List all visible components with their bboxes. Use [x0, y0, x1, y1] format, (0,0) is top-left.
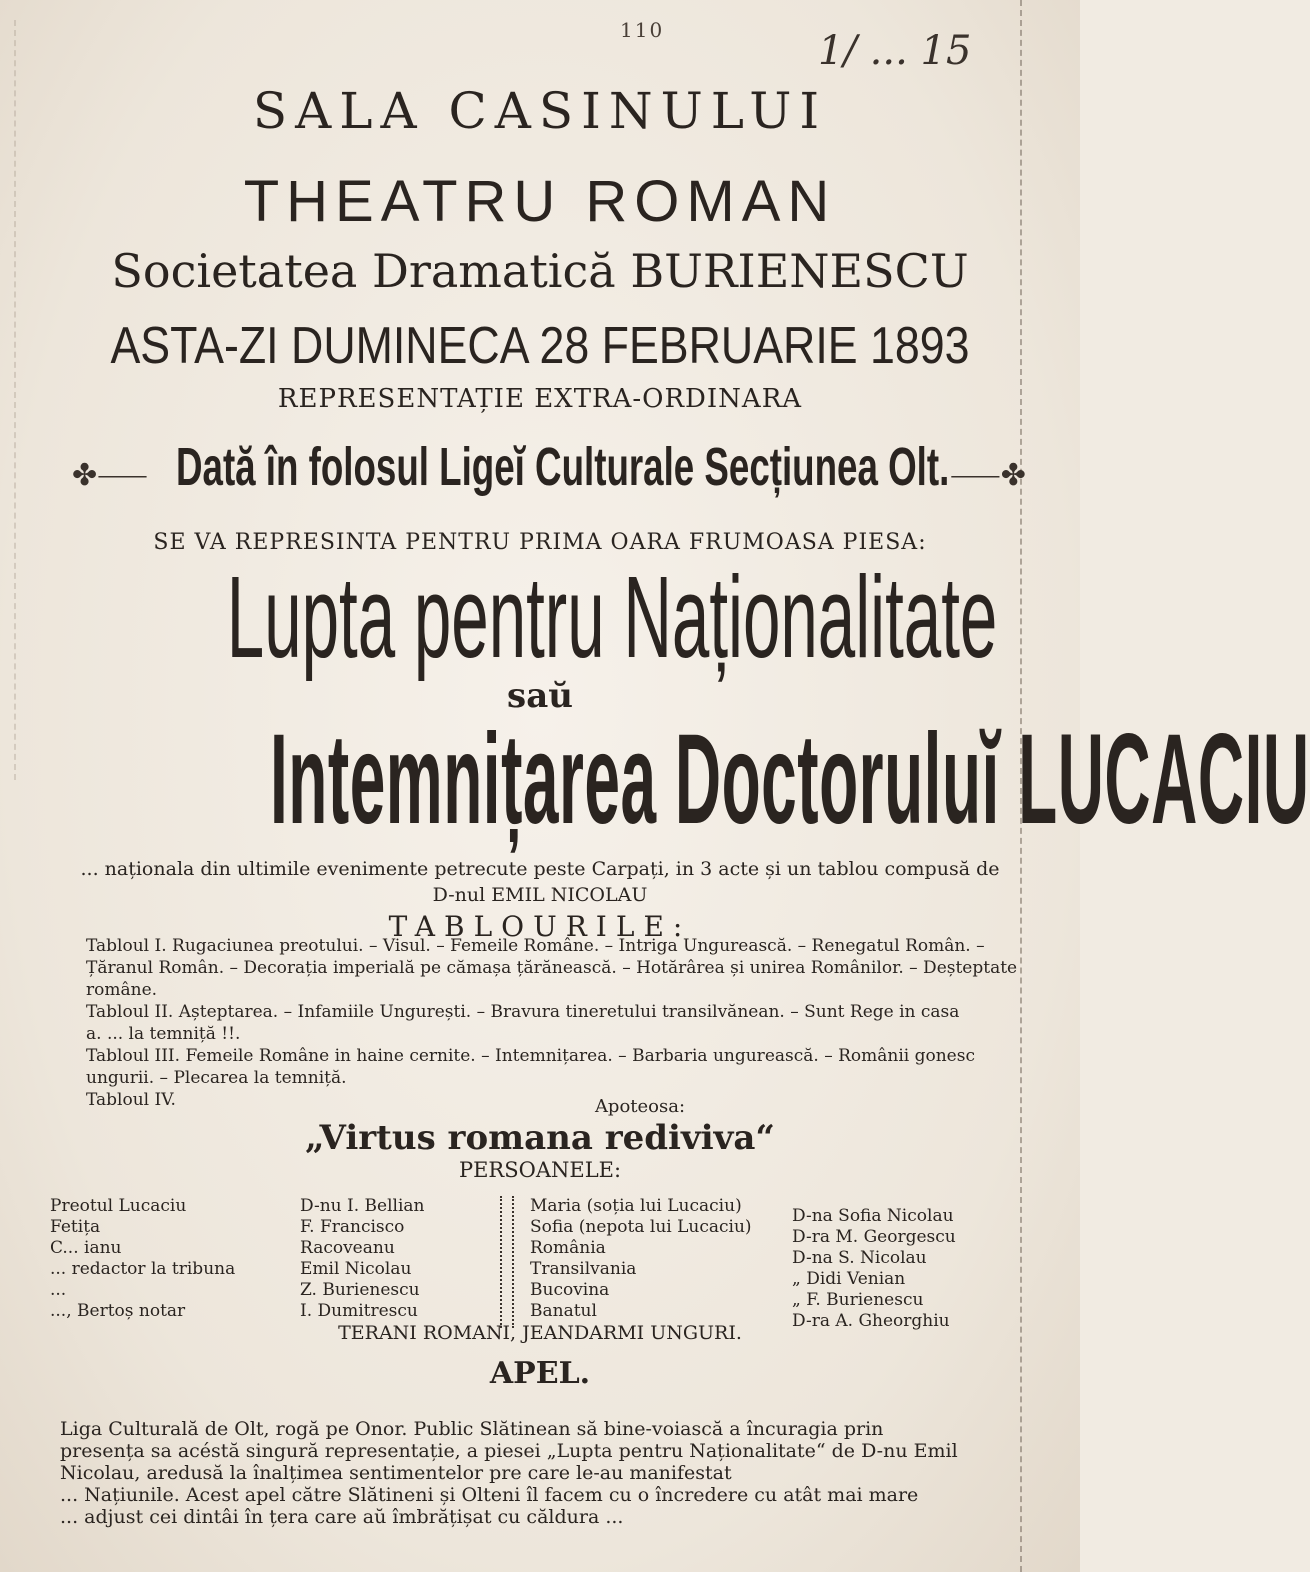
tableau-line: Tabloul II. Așteptarea. – Infamiile Ungurești. – Bravura tineretului transilvănean. – Sunt Rege in casa: [86, 1002, 960, 1022]
cast-actor: F. Francisco: [300, 1217, 405, 1237]
tableau-line: Tabloul IV.: [86, 1090, 176, 1110]
tableau-line: Tabloul I. Rugaciunea preotului. – Visul. – Femeile Române. – Intriga Ungurească. – Renegatul Român. –: [86, 936, 985, 956]
benefit-line: Dată în folosul Ligeĭ Culturale Secțiunea Olt.: [176, 437, 950, 497]
cast-role: Bucovina: [530, 1280, 610, 1300]
cast-role: Transilvania: [530, 1259, 637, 1279]
appeal-heading: APEL.: [489, 1356, 591, 1391]
appeal-text: [60, 1418, 1020, 1528]
cast-role: Sofia (nepota lui Lucaciu): [530, 1217, 752, 1237]
apotheosis-motto: „Virtus romana rediviva“: [304, 1118, 775, 1158]
cast-actor: I. Dumitrescu: [300, 1301, 418, 1321]
performance-type: REPRESENTAȚIE EXTRA-ORDINARA: [277, 384, 803, 414]
appeal-line: ... Națiunile. Acest apel către Slătineni și Olteni îl facem cu o încredere cu atât mai mare: [60, 1484, 919, 1506]
appeal-line: Liga Culturală de Olt, rogă pe Onor. Public Slătinean să bine-voiască a încuragia prin: [60, 1418, 884, 1440]
play-description: ... naționala din ultimile evenimente petrecute peste Carpați, in 3 acte și un tablou compusă de: [80, 858, 1000, 880]
cast-actor: D-na Sofia Nicolau: [792, 1206, 954, 1226]
cast-role: Fetița: [50, 1217, 101, 1237]
tableaux-heading: TABLOURILE:: [388, 910, 692, 943]
cast-actors-left: [300, 1196, 424, 1322]
cast-actor: Z. Burienescu: [300, 1280, 420, 1300]
cast-extras: TERANI ROMANI, JEANDARMI UNGURI.: [338, 1322, 742, 1344]
cast-roles-left: [50, 1196, 235, 1322]
play-announcement: SE VA REPRESINTA PENTRU PRIMA OARA FRUMOASA PIESA:: [153, 530, 927, 555]
handwritten-note: 1/ ... 15: [818, 28, 972, 74]
cast-role: C... ianu: [50, 1238, 122, 1258]
appeal-line: Nicolau, aredusă la înalțimea sentimentelor pre care le-au manifestat: [60, 1462, 732, 1484]
cast-heading: PERSOANELE:: [458, 1158, 622, 1182]
tableau-line: Tabloul III. Femeile Române in haine cernite. – Intemnițarea. – Barbaria ungurească. – Românii gonesc: [86, 1046, 975, 1066]
play-subtitle: Intemnițarea Doctoruluĭ LUCACIU: [270, 708, 1310, 851]
cast-role: România: [530, 1238, 606, 1258]
cast-role: ... redactor la tribuna: [50, 1259, 236, 1279]
cast-actor: D-ra A. Gheorghiu: [792, 1311, 950, 1331]
cast-role: Banatul: [530, 1301, 597, 1321]
play-title: Lupta pentru Naționalitate: [226, 552, 998, 682]
venue-title: SALA CASINULUI: [252, 82, 828, 140]
tableau-line: Țăranul Român. – Decorația imperială pe cămașa țărănească. – Hotărârea și unirea Românilor. – Deșteptate: [86, 958, 1018, 978]
cast-actor: Racoveanu: [300, 1238, 395, 1258]
appeal-line: presența sa acéstă singură representație, a piesei „Lupta pentru Naționalitate“ de D-nu Emil: [60, 1440, 958, 1462]
apotheosis-label: Apoteosa:: [594, 1096, 686, 1117]
cast-role: ..., Bertoș notar: [50, 1301, 186, 1321]
cast-actor: „ Didi Venian: [792, 1269, 906, 1289]
cast-actor: D-na S. Nicolau: [792, 1248, 927, 1268]
cast-actor: Emil Nicolau: [300, 1259, 412, 1279]
tableau-line: române.: [86, 980, 158, 1000]
cast-column-divider: [500, 1196, 514, 1328]
cast-actor: D-nu I. Bellian: [300, 1196, 425, 1216]
cast-roles-right: [530, 1196, 752, 1322]
performance-date: ASTA-ZI DUMINECA 28 FEBRUARIE 1893: [110, 317, 970, 375]
cast-role: ...: [50, 1280, 67, 1300]
cast-role: Preotul Lucaciu: [50, 1196, 187, 1216]
theatre-title: THEATRU ROMAN: [243, 169, 837, 234]
tableau-line: a. ... la temniță !!.: [86, 1024, 241, 1044]
cast-actor: „ F. Burienescu: [792, 1290, 924, 1310]
corner-number: 110: [620, 18, 665, 42]
play-connector: saŭ: [507, 676, 573, 716]
play-author: D-nul EMIL NICOLAU: [432, 884, 648, 906]
society-title: Societatea Dramatică BURIENESCU: [111, 244, 969, 298]
ornament-left-icon: ✤⸺: [72, 458, 148, 493]
cast-actors-right: [792, 1206, 956, 1332]
tableau-line: ungurii. – Plecarea la temniță.: [86, 1068, 347, 1088]
appeal-line: ... adjust cei dintâi în țera care aŭ îmbrățișat cu căldura ...: [60, 1506, 624, 1528]
cast-role: Maria (soția lui Lucaciu): [530, 1196, 742, 1216]
ornament-right-icon: ⸺✤: [950, 458, 1026, 493]
cast-actor: D-ra M. Georgescu: [792, 1227, 956, 1247]
